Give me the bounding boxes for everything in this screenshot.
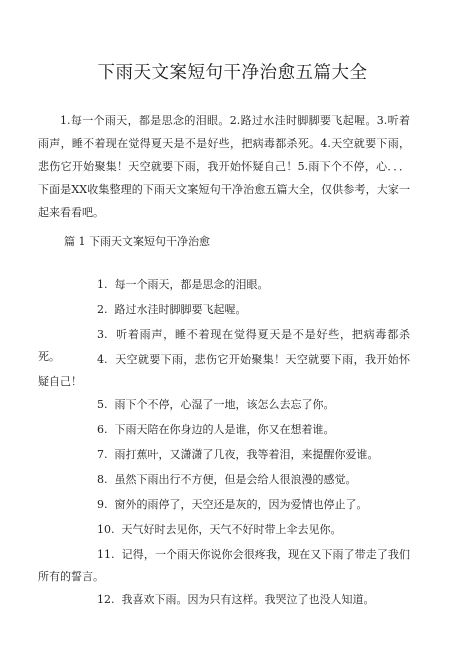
list-item (38, 394, 410, 416)
list-item-text: 我喜欢下雨。因为只有这样。我哭泣了也没人知道。 (121, 593, 375, 606)
list-item-text: 记得，一个雨天你说你会很疼我，现在又下雨了带走了我们所有的誓言。 (38, 548, 411, 583)
list-item-text: 雨打蕉叶，又潇潇了几夜，我等着泪，来提醒你爱谁。 (114, 448, 379, 461)
list-item (38, 494, 410, 516)
list-item-text: 下雨天陪在你身边的人是谁，你又在想着谁。 (114, 423, 335, 436)
list-item (38, 544, 410, 588)
list-item-number: 1. (97, 278, 108, 291)
list-item (38, 274, 410, 296)
list-item (38, 589, 410, 611)
list-item-number: 9. (97, 498, 108, 511)
list-item (38, 519, 410, 541)
list-item (38, 299, 410, 321)
list-item (38, 469, 410, 491)
section-heading: 篇 1 下雨天文案短句干净治愈 (64, 235, 210, 248)
list-item-text: 路过水洼时脚脚要飞起喔。 (114, 303, 247, 316)
list-item (38, 444, 410, 466)
page-title: 下雨天文案短句干净治愈五篇大全 (97, 63, 368, 83)
list-item-number: 3. (97, 328, 108, 341)
list-item-text: 虽然下雨出行不方便，但是会给人很浪漫的感觉。 (114, 473, 357, 486)
list-item (38, 419, 410, 441)
list-item-number: 8. (97, 473, 108, 486)
list-item-text: 天空就要下雨，悲伤它开始聚集！天空就要下雨，我开始怀疑自己！ (38, 353, 410, 388)
list-item-number: 12. (97, 593, 115, 606)
list-item-number: 10. (97, 523, 115, 536)
list-item-number: 6. (97, 423, 108, 436)
list-item-text: 每一个雨天，都是思念的泪眼。 (114, 278, 269, 291)
list-item-text: 听着雨声，睡不着现在觉得夏天是不是好些，把病毒都杀死。 (38, 328, 410, 363)
list-item-number: 7. (97, 448, 108, 461)
list-item-text: 雨下个不停，心湿了一地，该怎么去忘了你。 (114, 398, 335, 411)
list-item-text: 天气好时去见你，天气不好时带上伞去见你。 (121, 523, 342, 536)
list-item (38, 349, 410, 393)
list-item-number: 11. (97, 548, 115, 561)
list-item-number: 5. (97, 398, 108, 411)
list-item-number: 2. (97, 303, 108, 316)
list-item-text: 窗外的雨停了，天空还是灰的，因为爱情也停止了。 (114, 498, 368, 511)
list-item-number: 4. (97, 353, 108, 366)
intro-paragraph: 1.每一个雨天，都是思念的泪眼。2.路过水洼时脚脚要飞起喔。3.听着雨声，睡不着现在觉得夏天是不是好些，把病毒都杀死。4.天空就要下雨，悲伤它开始聚集！天空就要下雨，我开始怀疑自己！5.雨下个不停，心．．．下面是XX收集整理的下雨天文案短句干净治愈五篇大全，仅供参考，大家一起来看看吧。 (38, 114, 410, 219)
